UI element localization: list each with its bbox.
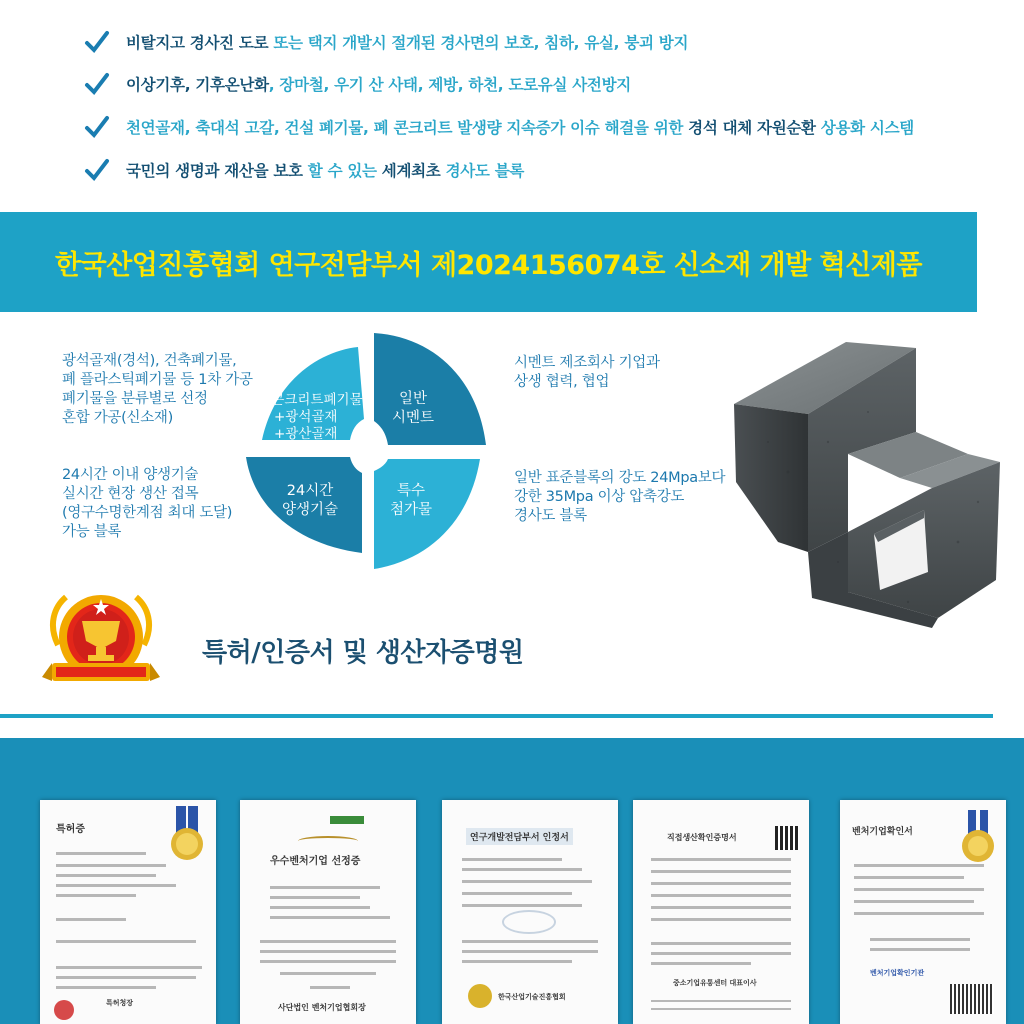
venture-confirmation-certificate	[840, 800, 1006, 1024]
text-line: 폐기물을 분류별로 선정	[62, 391, 208, 407]
process-wheel-diagram	[240, 325, 500, 575]
feature-bullet	[84, 27, 688, 57]
strength-description	[514, 469, 725, 526]
cooperation-description	[514, 354, 660, 392]
doc-heading: 벤처기업확인서	[852, 827, 913, 837]
trophy-medal-icon	[38, 585, 164, 697]
doc-issuer: 벤처기업확인기관	[870, 969, 925, 977]
direct-production-certificate	[633, 800, 809, 1024]
doc-heading: 특허증	[56, 824, 85, 835]
doc-heading: 직접생산확인증명서	[667, 833, 737, 842]
text-line: 혼합 가공(신소재)	[62, 410, 173, 426]
wheel-segment-cement	[374, 333, 486, 445]
curing-description	[62, 466, 232, 542]
patent-certificate	[40, 800, 216, 1024]
checkmark-icon	[84, 71, 110, 97]
label-line: +광산골재	[274, 426, 338, 442]
doc-issuer: 특허청장	[106, 999, 134, 1007]
materials-description	[62, 352, 253, 428]
feature-bullet-text: 이상기후, 기후온난화, 장마철, 우기 산 사태, 제방, 하천, 도로유실 사전방지	[126, 76, 631, 94]
label-line: 양생기술	[281, 502, 339, 518]
feature-bullet-text: 천연골재, 축대석 고갈, 건설 폐기물, 폐 콘크리트 발생량 지속증가 이슈 해결을 위한 경석 대체 자원순환 상용화 시스템	[126, 119, 914, 137]
segment-label-cement	[353, 390, 473, 428]
text-line: 상생 협력, 협업	[514, 374, 610, 390]
banner-title: 한국산업진흥협회 연구전담부서 제2024156074호 신소재 개발 혁신제품	[55, 249, 922, 281]
venture-selection-certificate	[240, 800, 416, 1024]
text-line: 24시간 이내 양생기술	[62, 467, 199, 483]
text-line: 경사도 블록	[514, 508, 587, 524]
feature-bullet	[84, 155, 524, 185]
label-line: +광석골재	[274, 409, 338, 425]
label-line: 시멘트	[391, 410, 435, 426]
doc-issuer: 한국산업기술진흥협회	[498, 993, 566, 1001]
checkmark-icon	[84, 114, 110, 140]
text-line: 광석골재(경석), 건축폐기물,	[62, 353, 237, 369]
gold-seal-icon	[168, 806, 206, 862]
gold-seal-icon	[958, 810, 998, 864]
doc-heading: 연구개발전담부서 인정서	[466, 828, 573, 845]
text-line: 가능 블록	[62, 524, 122, 540]
segment-label-curing	[250, 482, 370, 520]
label-line: 첨가물	[389, 502, 433, 518]
feature-bullet	[84, 112, 914, 142]
label-line: 일반	[398, 391, 427, 407]
label-line: 콘크리트폐기물	[271, 392, 363, 408]
text-line: 폐 플라스틱폐기물 등 1차 가공	[62, 372, 253, 388]
section-divider	[0, 714, 993, 718]
checkmark-icon	[84, 29, 110, 55]
text-line: 일반 표준블록의 강도 24Mpa보다	[514, 470, 726, 486]
rnd-department-certificate	[442, 800, 618, 1024]
feature-bullet-text: 국민의 생명과 재산을 보호 할 수 있는 세계최초 경사도 블록	[126, 162, 525, 180]
feature-bullet	[84, 69, 631, 99]
concrete-slope-block-image	[728, 322, 1010, 632]
text-line: 시멘트 제조회사 기업과	[514, 355, 660, 371]
certificates-section-title: 특허/인증서 및 생산자증명원	[202, 638, 524, 668]
label-line: 24시간	[286, 483, 334, 499]
doc-issuer: 사단법인 벤처기업협회장	[278, 1003, 366, 1012]
text-line: (영구수명한계점 최대 도달)	[62, 505, 233, 521]
text-line: 강한 35Mpa 이상 압축강도	[514, 489, 685, 505]
checkmark-icon	[84, 157, 110, 183]
label-line: 특수	[396, 483, 425, 499]
feature-bullet-text: 비탈지고 경사진 도로 또는 택지 개발시 절개된 경사면의 보호, 침하, 유실, 붕괴 방지	[126, 34, 689, 52]
text-line: 실시간 현장 생산 접목	[62, 486, 199, 502]
doc-issuer: 중소기업유통센터 대표이사	[673, 979, 757, 987]
doc-heading: 우수벤처기업 선정증	[270, 856, 361, 867]
